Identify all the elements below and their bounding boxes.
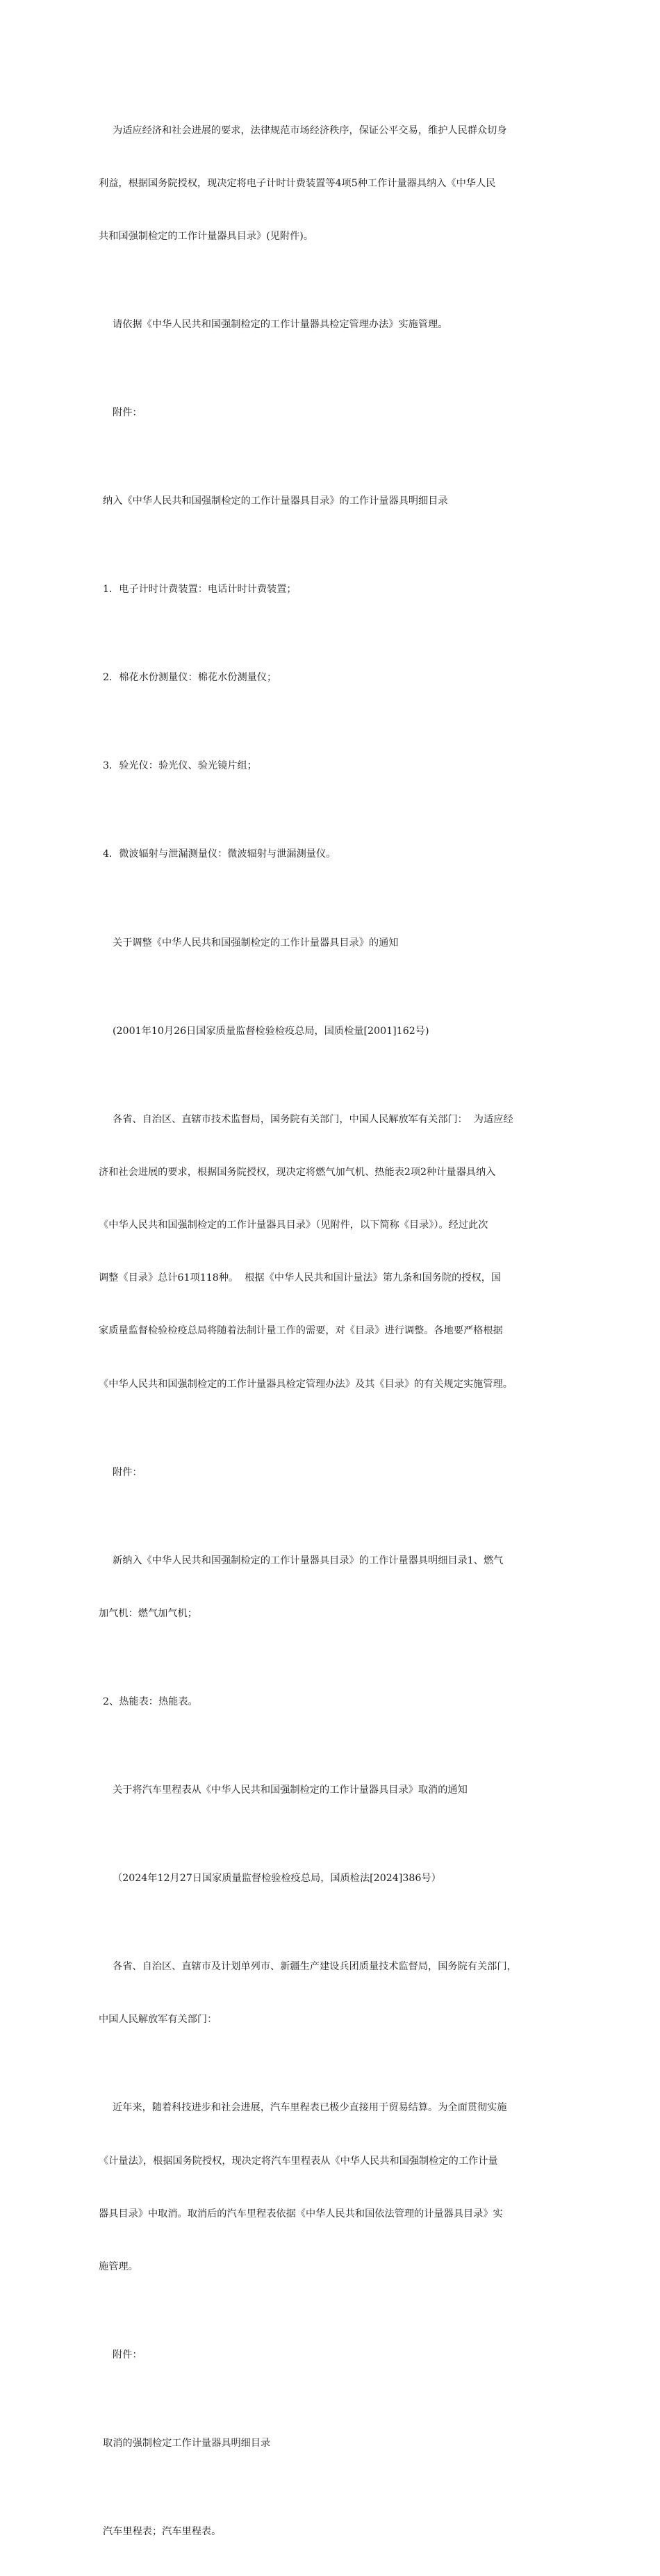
text-line: （2024年12月27日国家质量监督检验检疫总局，国质检法[2024]386号） — [113, 1873, 441, 1885]
paragraph — [99, 1835, 563, 1923]
paragraph — [99, 723, 563, 811]
paragraph — [99, 1429, 563, 1517]
text-line: 各省、自治区、直辖市及计划单列市、新疆生产建设兵团质量技术监督局，国务院有关部门， — [113, 1961, 517, 1973]
text-line: 汽车里程表；汽车里程表。 — [103, 2526, 222, 2538]
paragraph — [99, 634, 563, 723]
text-line: 施管理。 — [99, 2261, 138, 2272]
text-line: 取消的强制检定工作计量器具明细目录 — [103, 2438, 271, 2450]
text-line: 关于调整《中华人民共和国强制检定的工作计量器具目录》的通知 — [113, 937, 399, 949]
text-line: 《中华人民共和国强制检定的工作计量器具目录》（见附件，以下简称《目录》）。经过此次 — [99, 1220, 488, 1231]
text-line: 2．棉花水份测量仪：棉花水份测量仪； — [103, 672, 277, 684]
text-line: 共和国强制检定的工作计量器具目录》(见附件)。 — [99, 231, 314, 243]
text-line: 各省、自治区、直辖市技术监督局，国务院有关部门，中国人民解放军有关部门： 为适应经 — [113, 1113, 513, 1125]
paragraph — [99, 1923, 563, 2064]
paragraph — [99, 2311, 563, 2399]
text-line: 关于将汽车里程表从《中华人民共和国强制检定的工作计量器具目录》取消的通知 — [113, 1785, 468, 1796]
text-line: 新纳入《中华人民共和国强制检定的工作计量器具目录》的工作计量器具明细目录1、燃气 — [113, 1554, 504, 1566]
paragraph — [99, 87, 563, 281]
paragraph — [99, 458, 563, 546]
text-line: 近年来，随着科技进步和社会进展，汽车里程表已极少直接用于贸易结算。为全面贯彻实施 — [113, 2102, 507, 2114]
text-line: 4．微波辐射与泄漏测量仪：微波辐射与泄漏测量仪。 — [103, 848, 336, 860]
text-line: 附件： — [113, 1466, 142, 1478]
paragraph — [99, 987, 563, 1076]
paragraph — [99, 1076, 563, 1429]
paragraph — [99, 546, 563, 634]
text-line: 器具目录》中取消。取消后的汽车里程表依据《中华人民共和国依法管理的计量器具目录》实 — [99, 2208, 503, 2220]
paragraph — [99, 2488, 563, 2576]
text-line: 家质量监督检验检疫总局将随着法制计量工作的需要，对《目录》进行调整。各地要严格根据 — [99, 1325, 503, 1337]
text-line: 附件： — [113, 407, 142, 419]
text-line: 1．电子计时计费装置：电话计时计费装置； — [103, 584, 297, 596]
paragraph — [99, 1517, 563, 1658]
text-line: 利益，根据国务院授权，现决定将电子计时计费装置等4项5种工作计量器具纳入《中华人民 — [99, 178, 496, 190]
text-line: 附件： — [113, 2349, 142, 2361]
text-line: 中国人民解放军有关部门： — [99, 2014, 217, 2026]
text-line: 《中华人民共和国强制检定的工作计量器具检定管理办法》及其《目录》的有关规定实施管理。 — [99, 1378, 513, 1390]
text-line: 2、热能表：热能表。 — [103, 1696, 198, 1707]
document-body — [99, 87, 563, 2576]
paragraph — [99, 370, 563, 458]
section-title — [99, 1746, 563, 1835]
text-line: 3．验光仪：验光仪、验光镜片组； — [103, 760, 257, 772]
text-line: 《计量法》，根据国务院授权，现决定将汽车里程表从《中华人民共和国强制检定的工作计量 — [99, 2155, 498, 2167]
text-line: 请依据《中华人民共和国强制检定的工作计量器具检定管理办法》实施管理。 — [113, 319, 448, 331]
text-line: 济和社会进展的要求，根据国务院授权，现决定将燃气加气机、热能表2项2种计量器具纳入 — [99, 1166, 496, 1178]
text-line: (2001年10月26日国家质量监督检验检疫总局，国质检量[2001]162号) — [113, 1025, 429, 1037]
paragraph — [99, 811, 563, 899]
paragraph — [99, 281, 563, 369]
text-line: 纳入《中华人民共和国强制检定的工作计量器具目录》的工作计量器具明细目录 — [103, 495, 448, 507]
text-line: 调整《目录》总计61项118种。 根据《中华人民共和国计量法》第九条和国务院的授权，国 — [99, 1272, 502, 1284]
paragraph — [99, 1658, 563, 1746]
paragraph — [99, 2065, 563, 2312]
section-title — [99, 899, 563, 987]
text-line: 为适应经济和社会进展的要求，法律规范市场经济秩序，保证公平交易，维护人民群众切身 — [113, 124, 507, 136]
text-line: 加气机：燃气加气机； — [99, 1607, 197, 1619]
paragraph — [99, 2399, 563, 2488]
